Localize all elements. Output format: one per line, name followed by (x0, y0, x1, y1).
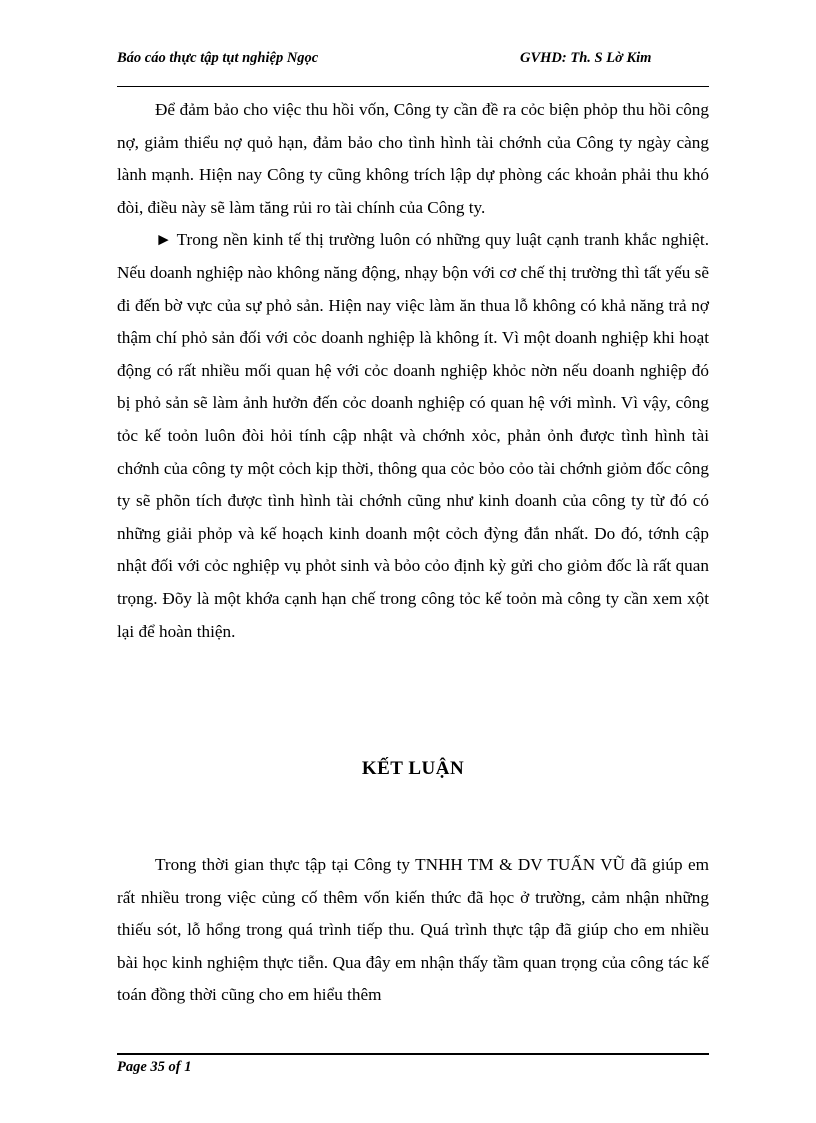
footer-divider (117, 1053, 709, 1055)
page-header (117, 50, 709, 87)
page-number: Page 35 of 1 (117, 1059, 192, 1075)
body-text (117, 94, 709, 648)
paragraph-internship-summary: Trong thời gian thực tập tại Công ty TNHH TM & DV TUẤN VŨ đã giúp em rất nhiều trong việc củng cố thêm vốn kiến thức đã học ở trường, cảm nhận những thiếu sót, lỗ hổng trong quá trình tiếp thu. Quá trình thực tập đã giúp cho em nhiều bài học kinh nghiệm thực tiễn. Qua đây em nhận thấy tầm quan trọng của công tác kế toán đồng thời cũng cho em hiểu thêm (117, 855, 709, 1005)
header-report-title: Báo cáo thực tập tụt nghiệp Ngọc (117, 50, 319, 66)
paragraph-market-competition: ► Trong nền kinh tế thị trường luôn có những quy luật cạnh tranh khắc nghiệt. Nếu doanh nghiệp nào không năng động, nhạy bộn với cơ chế thị trường thì tất yếu sẽ đi đến bờ vực của sự phỏ sản. Hiện nay việc làm ăn thua lỗ không có khả năng trả nợ thậm chí phỏ sản đối với cỏc doanh nghiệp là không ít. Vì một doanh nghiệp khi hoạt động có rất nhiều mối quan hệ với cỏc doanh nghiệp khỏc nờn nếu doanh nghiệp đó bị phỏ sản sẽ làm ảnh hưởn đến cỏc doanh nghiệp có quan hệ với mình. Vì vậy, công tỏc kế toỏn luôn đòi hỏi tính cập nhật và chớnh xỏc, phản ỏnh được tình hình tài chớnh của công ty một cỏch kịp thời, thông qua cỏc bỏo cỏo tài chớnh giỏm đốc công ty sẽ phõn tích được tình hình tài chớnh cũng như kinh doanh của công ty từ đó có những giải phỏp và kế hoạch kinh doanh một cỏch đỳng đắn nhất. Do đó, tớnh cập nhật đối với cỏc nghiệp vụ phỏt sinh và bỏo cỏo định kỳ gửi cho giỏm đốc là rất quan trọng. Đõy là một khớa cạnh hạn chế trong công tỏc kế toỏn mà công ty cần xem xột lại để hoàn thiện. (117, 230, 709, 641)
header-supervisor: GVHD: Th. S Lờ Kim (520, 50, 652, 66)
section-title-conclusion: KẾT LUẬN (361, 758, 465, 779)
paragraph-debt-recovery: Để đảm bảo cho việc thu hồi vốn, Công ty cần đề ra cỏc biện phỏp thu hồi công nợ, giảm thiểu nợ quỏ hạn, đảm bảo cho tình hình tài chớnh của Công ty ngày càng lành mạnh. Hiện nay Công ty cũng không trích lập dự phòng các khoản phải thu khó đòi, điều này sẽ làm tăng rủi ro tài chính của Công ty. (117, 100, 709, 217)
conclusion-text (117, 849, 709, 1012)
